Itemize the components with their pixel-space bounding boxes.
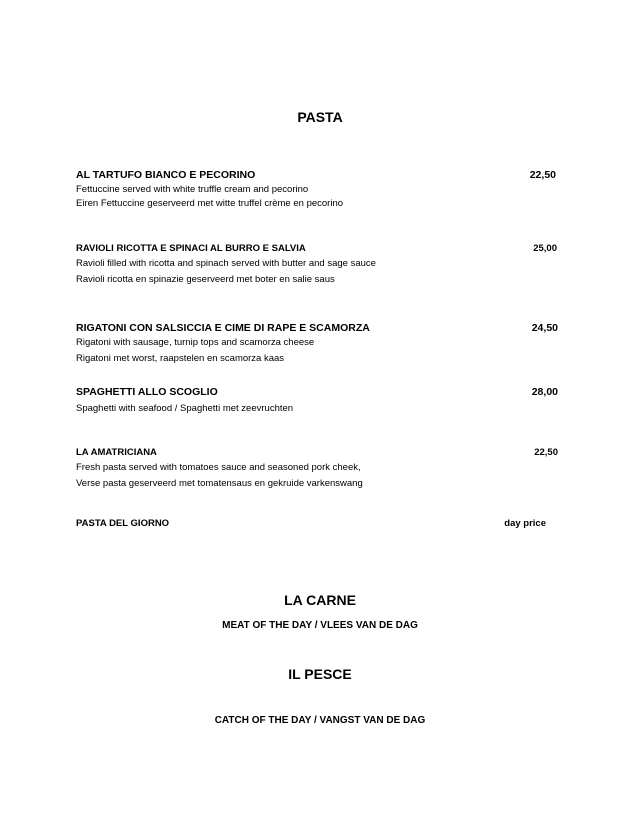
item-desc-nl: Ravioli ricotta en spinazie geserveerd met boter en salie saus	[76, 274, 335, 285]
carne-section-title: LA CARNE	[284, 592, 356, 608]
item-name: RIGATONI CON SALSICCIA E CIME DI RAPE E SCAMORZA	[76, 322, 370, 334]
item-name: PASTA DEL GIORNO	[76, 518, 170, 529]
item-price: 25,00	[533, 243, 557, 254]
item-desc-nl: Rigatoni met worst, raapstelen en scamorza kaas	[76, 353, 285, 364]
menu-item-ravioli	[76, 242, 566, 288]
item-desc-en: Rigatoni with sausage, turnip tops and scamorza cheese	[76, 337, 315, 348]
item-price: 22,50	[534, 447, 558, 458]
item-desc-en: Fresh pasta served with tomatoes sauce and seasoned pork cheek,	[76, 462, 361, 473]
pasta-section-title: PASTA	[297, 109, 343, 125]
item-name: AL TARTUFO BIANCO E PECORINO	[76, 169, 256, 181]
carne-subtitle: MEAT OF THE DAY / VLEES VAN DE DAG	[222, 620, 418, 631]
item-price: 28,00	[531, 386, 558, 398]
item-price: 22,50	[529, 169, 556, 181]
menu-item-tartufo	[76, 168, 566, 212]
item-name: LA AMATRICIANA	[76, 447, 157, 458]
item-name: RAVIOLI RICOTTA E SPINACI AL BURRO E SALVIA	[76, 243, 306, 254]
menu-item-rigatoni	[76, 321, 566, 367]
item-desc-nl: Verse pasta geserveerd met tomatensaus en gekruide varkenswang	[76, 478, 363, 489]
item-price: day price	[504, 518, 546, 529]
item-desc-en: Ravioli filled with ricotta and spinach served with butter and sage sauce	[76, 258, 376, 269]
pesce-section-title: IL PESCE	[288, 666, 352, 682]
menu-item-amatriciana	[76, 446, 566, 492]
item-desc-nl: Eiren Fettuccine geserveerd met witte truffel crème en pecorino	[76, 198, 344, 209]
item-name: SPAGHETTI ALLO SCOGLIO	[76, 386, 218, 398]
item-desc-en: Fettuccine served with white truffle cream and pecorino	[76, 184, 309, 195]
menu-item-scoglio	[76, 385, 566, 417]
pesce-subtitle: CATCH OF THE DAY / VANGST VAN DE DAG	[214, 715, 426, 726]
item-price: 24,50	[531, 322, 558, 334]
item-desc: Spaghetti with seafood / Spaghetti met zeevruchten	[76, 403, 294, 414]
menu-item-pasta-del-giorno	[76, 517, 566, 531]
